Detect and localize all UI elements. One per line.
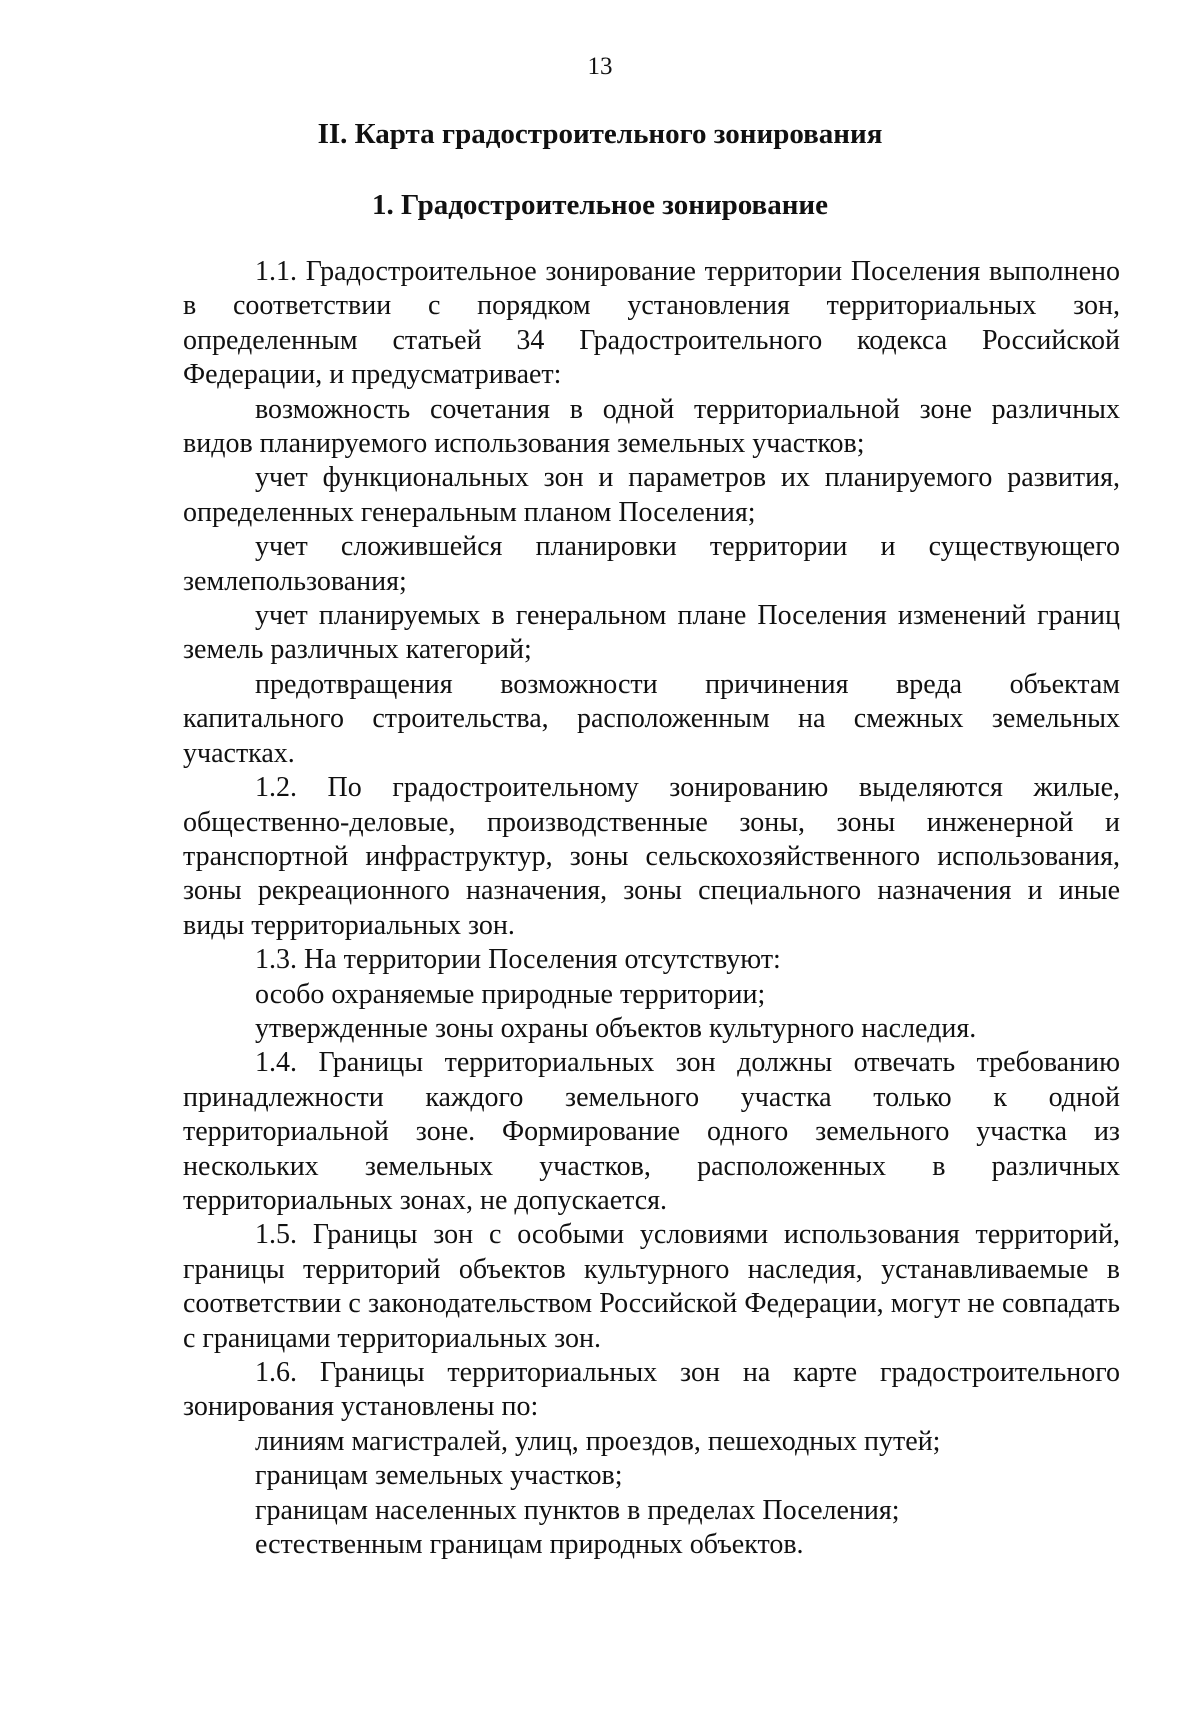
paragraph-list-item: границам населенных пунктов в пределах Поселения; <box>255 1494 900 1526</box>
paragraph-1-1: 1.1. Градостроительное зонирование территории Поселения выполнено в соответствии с порядком установления территориальных зон, определенным статьей 34 Градостроительного кодекса Российской Федерации, и предусматривает: <box>183 256 1120 391</box>
paragraph-list-item: возможность сочетания в одной территориальной зоне различных видов планируемого использования земельных участков; <box>183 393 1120 460</box>
paragraph-list-item: предотвращения возможности причинения вреда объектам капитального строительства, расположенным на смежных земельных участках. <box>183 668 1120 769</box>
paragraph-list-item: линиям магистралей, улиц, проездов, пешеходных путей; <box>255 1425 941 1457</box>
paragraph-1-3: 1.3. На территории Поселения отсутствуют: <box>255 944 781 976</box>
paragraph-list-item: учет функциональных зон и параметров их планируемого развития, определенных генеральным планом Поселения; <box>183 462 1120 528</box>
paragraph-list-item: границам земельных участков; <box>255 1460 623 1492</box>
paragraph-list-item: особо охраняемые природные территории; <box>255 978 766 1010</box>
section-title: II. Карта градостроительного зонирования <box>317 118 883 150</box>
subsection-title: 1. Градостроительное зонирование <box>371 189 829 221</box>
paragraph-list-item: естественным границам природных объектов. <box>255 1529 804 1561</box>
paragraph-list-item: учет планируемых в генеральном плане Поселения изменений границ земель различных категорий; <box>183 600 1120 666</box>
paragraph-1-6: 1.6. Границы территориальных зон на карте градостроительного зонирования установлены по: <box>183 1357 1120 1423</box>
paragraph-1-5: 1.5. Границы зон с особыми условиями использования территорий, границы территорий объектов культурного наследия, устанавливаемые в соответствии с законодательством Российской Федерации, могут не совпадать с границами территориальных зон. <box>183 1219 1120 1354</box>
paragraph-list-item: утвержденные зоны охраны объектов культурного наследия. <box>255 1012 977 1044</box>
page-number: 13 <box>587 53 613 80</box>
paragraph-1-4: 1.4. Границы территориальных зон должны отвечать требованию принадлежности каждого земельного участка только к одной территориальной зоне. Формирование одного земельного участка из нескольких земельных участков, расположенных в различных территориальных зонах, не допускается. <box>183 1047 1120 1216</box>
paragraph-1-2: 1.2. По градостроительному зонированию выделяются жилые, общественно-деловые, производственные зоны, зоны инженерной и транспортной инфраструктур, зоны сельскохозяйственного использования, зоны рекреационного назначения, зоны специального назначения и иные виды территориальных зон. <box>183 772 1120 941</box>
paragraph-list-item: учет сложившейся планировки территории и существующего землепользования; <box>183 531 1120 597</box>
document-body <box>183 255 1120 1562</box>
